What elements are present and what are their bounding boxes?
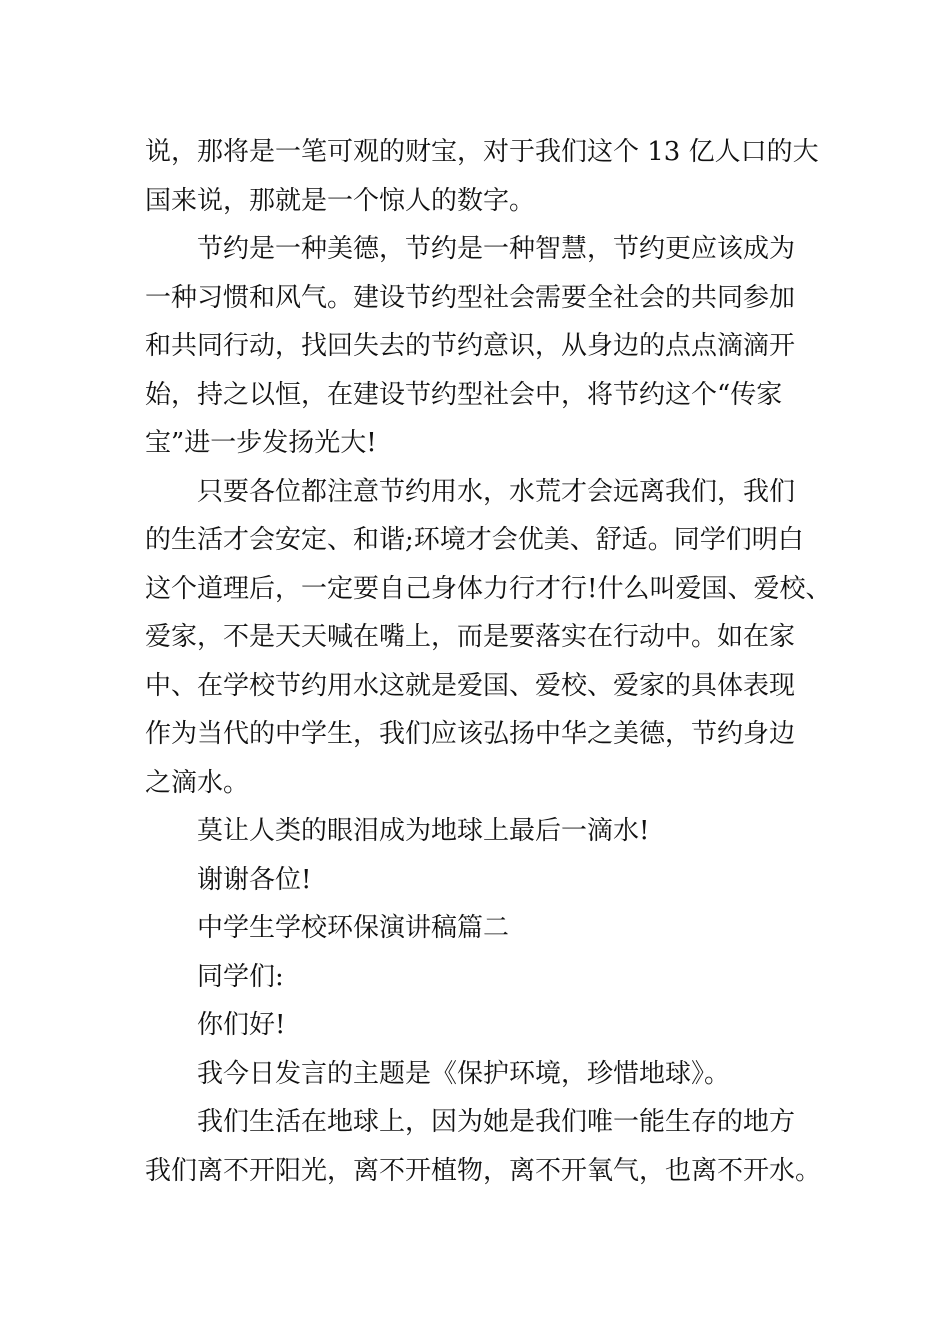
text-line: 节约是一种美德，节约是一种智慧，节约更应该成为 (197, 234, 796, 264)
text-line: 和共同行动，找回失去的节约意识，从身边的点点滴滴开 (145, 331, 796, 361)
paragraph-last (145, 1098, 822, 1195)
text-line: 的生活才会安定、和谐;环境才会优美、舒适。同学们明白 (145, 525, 804, 555)
text-line: 始，持之以恒，在建设节约型社会中，将节约这个“传家 (145, 379, 783, 410)
text-line: 莫让人类的眼泪成为地球上最后一滴水! (197, 816, 650, 846)
paragraph-topic (145, 1050, 810, 1099)
paragraph-4 (145, 807, 810, 856)
text-line: 只要各位都注意节约用水，水荒才会远离我们，我们 (197, 476, 796, 507)
text-line: 爱家，不是天天喊在嘴上，而是要落实在行动中。如在家 (145, 622, 796, 652)
greeting (145, 1001, 810, 1050)
salutation (145, 953, 810, 1002)
text-line: 一种习惯和风气。建设节约型社会需要全社会的共同参加 (145, 282, 796, 313)
text-line: 同学们: (197, 961, 284, 992)
text-line: 你们好! (197, 1010, 286, 1040)
text-line: 中学生学校环保演讲稿篇二 (197, 913, 510, 943)
section-heading (145, 904, 810, 953)
paragraph-3 (145, 468, 832, 808)
text-line: 说，那将是一笔可观的财宝，对于我们这个 13 亿人口的大 (145, 137, 819, 167)
text-line: 这个道理后，一定要自己身体力行才行!什么叫爱国、爱校、 (145, 573, 832, 604)
document-body (145, 128, 832, 1195)
text-line: 宝”进一步发扬光大! (145, 428, 377, 458)
text-line: 我们离不开阳光，离不开植物，离不开氧气，也离不开水。 (145, 1155, 822, 1186)
text-line: 作为当代的中学生，我们应该弘扬中华之美德，节约身边 (145, 719, 796, 749)
text-line: 之滴水。 (145, 767, 250, 798)
text-line: 谢谢各位! (197, 864, 312, 895)
text-line: 我们生活在地球上，因为她是我们唯一能生存的地方 (197, 1107, 796, 1137)
paragraph-2 (145, 225, 810, 468)
text-line: 中、在学校节约用水这就是爱国、爱校、爱家的具体表现 (145, 670, 796, 701)
text-line: 国来说，那就是一个惊人的数字。 (145, 185, 536, 216)
text-line: 我今日发言的主题是《保护环境，珍惜地球》。 (197, 1058, 731, 1089)
paragraph-5 (145, 856, 810, 905)
paragraph-1 (145, 128, 819, 225)
